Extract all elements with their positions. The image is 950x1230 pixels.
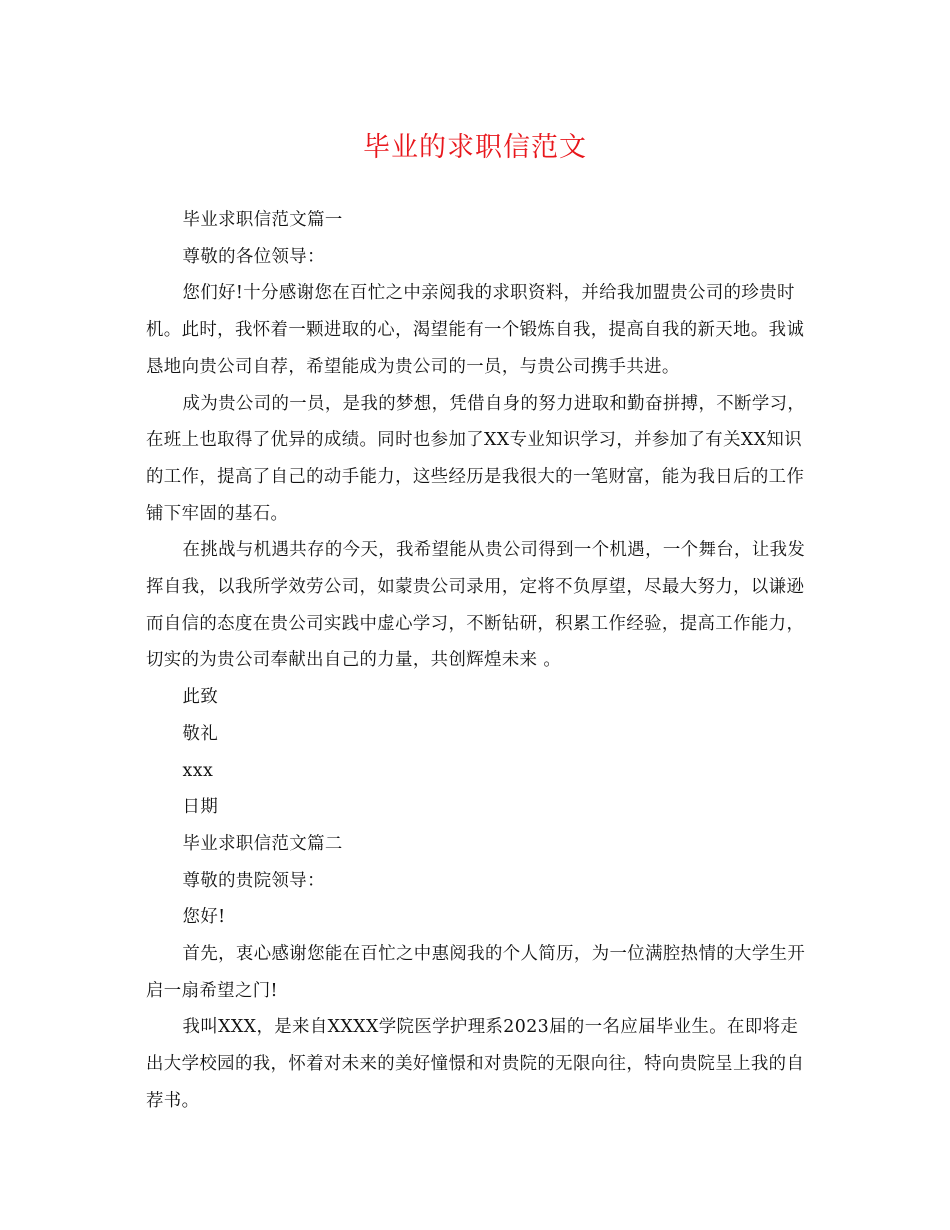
document-body [146, 202, 806, 1120]
paragraph: 在挑战与机遇共存的今天，我希望能从贵公司得到一个机遇，一个舞台，让我发挥自我，以我所学效劳公司，如蒙贵公司录用，定将不负厚望，尽最大努力，以谦逊而自信的态度在贵公司实践中虚心学习，不断钻研，积累工作经验，提高工作能力，切实的为贵公司奉献出自己的力量，共创辉煌未来 。 [146, 540, 806, 671]
salutation: 尊敬的贵院领导： [182, 870, 325, 891]
paragraph: 首先，衷心感谢您能在百忙之中惠阅我的个人简历，为一位满腔热情的大学生开启一扇希望之门! [146, 944, 806, 1001]
section-heading-2: 毕业求职信范文篇二 [182, 833, 343, 854]
greeting: 您好! [182, 907, 226, 928]
document-title: 毕业的求职信范文 [363, 132, 587, 163]
signature-date: 日期 [182, 797, 219, 818]
paragraph: 成为贵公司的一员，是我的梦想，凭借自身的努力进取和勤奋拼搏，不断学习，在班上也取得了优异的成绩。同时也参加了XX专业知识学习，并参加了有关XX知识的工作，提高了自己的动手能力，这些经历是我很大的一笔财富，能为我日后的工作铺下牢固的基石。 [146, 393, 806, 524]
signature-name: xxx [182, 760, 214, 781]
closing-line: 此致 [182, 687, 219, 708]
paragraph: 我叫XXX，是来自XXXX学院医学护理系2023届的一名应届毕业生。在即将走出大学校园的我，怀着对未来的美好憧憬和对贵院的无限向往，特向贵院呈上我的自荐书。 [146, 1017, 805, 1111]
closing-line: 敬礼 [182, 723, 219, 744]
salutation: 尊敬的各位领导： [182, 246, 325, 267]
section-heading-1: 毕业求职信范文篇一 [182, 210, 343, 230]
paragraph: 您们好!十分感谢您在百忙之中亲阅我的求职资料，并给我加盟贵公司的珍贵时机。此时，我怀着一颗进取的心，渴望能有一个锻炼自我，提高自我的新天地。我诚恳地向贵公司自荐，希望能成为贵公司的一员，与贵公司携手共进。 [146, 283, 805, 377]
